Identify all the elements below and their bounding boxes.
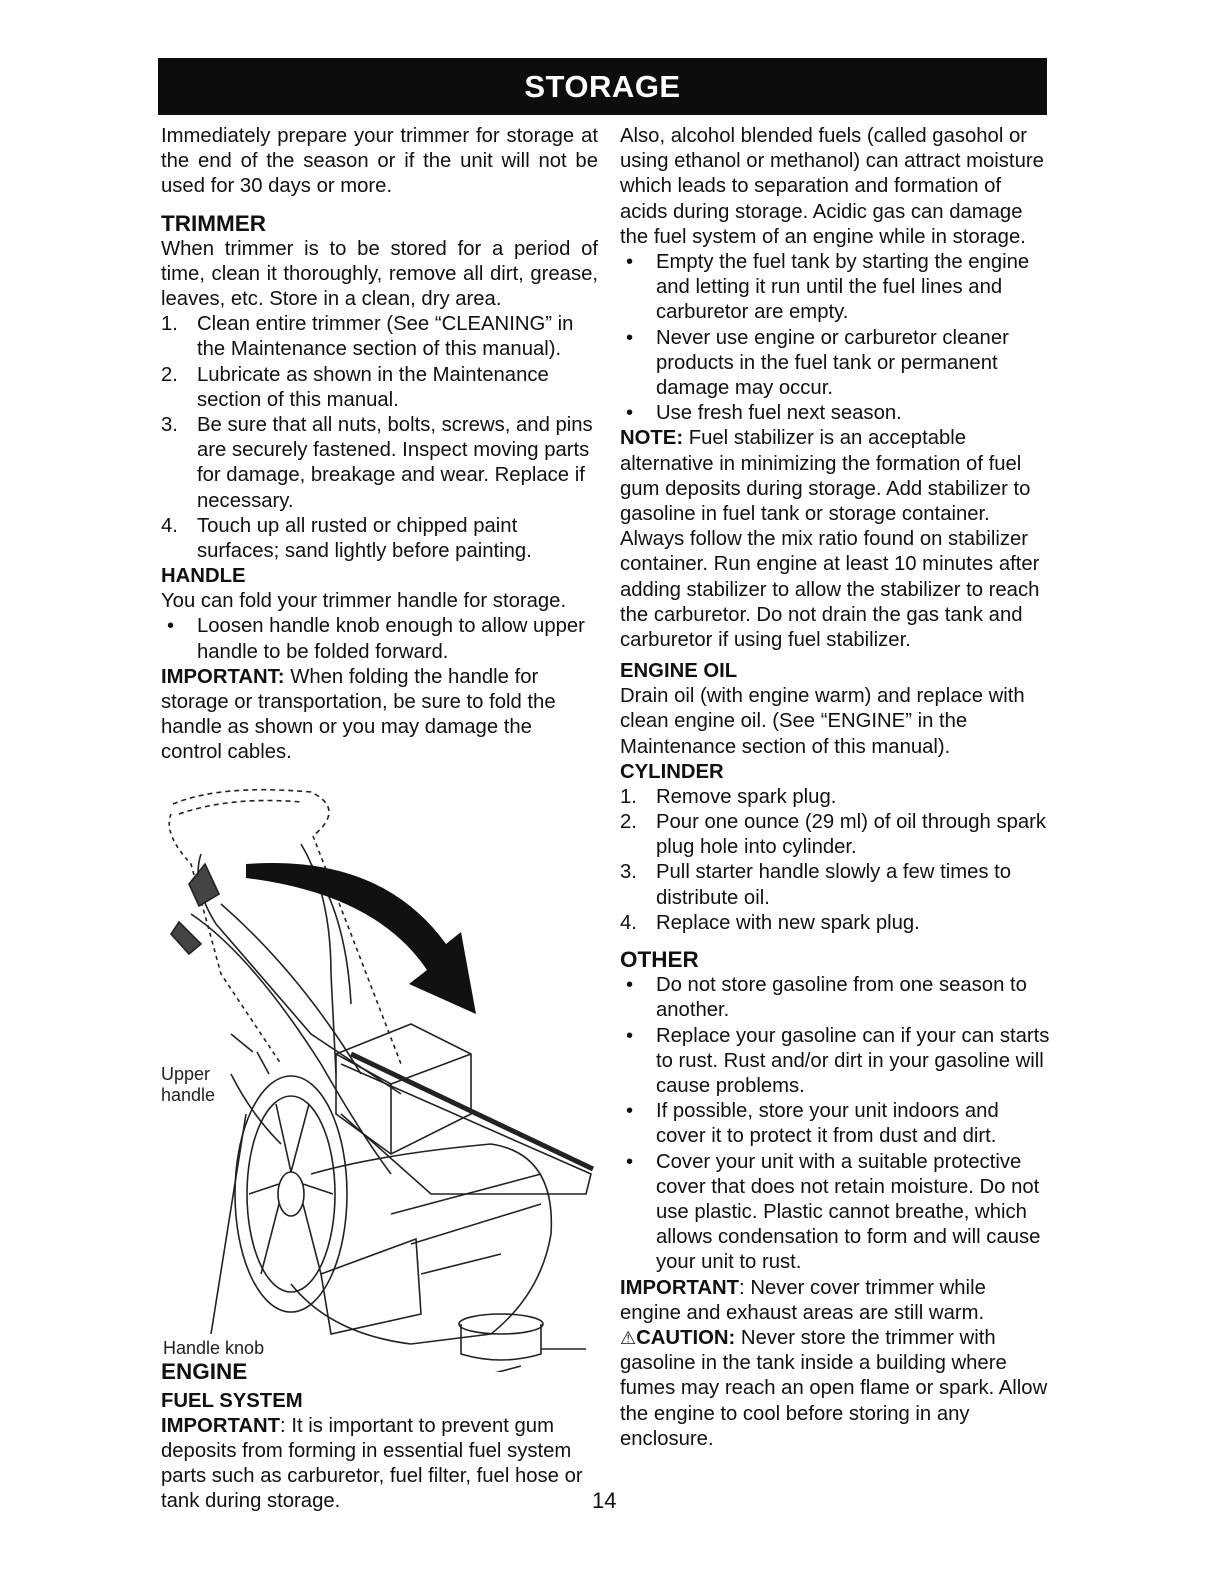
list-item <box>161 413 598 514</box>
list-item <box>161 514 598 564</box>
step-text: Replace with new spark plug. <box>656 911 920 934</box>
list-item <box>620 911 1050 936</box>
step-text: Touch up all rusted or chipped paint surfaces; sand lightly before painting. <box>197 514 532 563</box>
handle-bullets <box>161 614 598 664</box>
warning-triangle-icon: ⚠ <box>620 1327 637 1348</box>
cylinder-steps <box>620 785 1050 936</box>
handle-text: You can fold your trimmer handle for storage. <box>161 590 567 613</box>
step-number: 4. <box>620 911 637 934</box>
alcohol-fuel-text: Also, alcohol blended fuels (called gasohol or using ethanol or methanol) can attract moisture which leads to separation and formation of acids during storage. Acidic gas can damage the fuel system of an engine while in storage. <box>620 125 1044 248</box>
other-bullets <box>620 973 1050 1275</box>
step-number: 3. <box>161 414 178 437</box>
right-column <box>620 124 1050 1452</box>
important-label: IMPORTANT <box>620 1276 740 1299</box>
important-text: : Never cover trimmer while engine and exhaust areas are still warm. <box>620 1276 986 1324</box>
list-item <box>161 363 598 413</box>
list-item <box>161 312 598 362</box>
important-label: IMPORTANT <box>161 1414 281 1437</box>
step-text: Pour one ounce (29 ml) of oil through spark plug hole into cylinder. <box>656 811 1047 859</box>
intro-text: Immediately prepare your trimmer for storage at the end of the season or if the unit will not be used for 30 days or more. <box>161 125 598 198</box>
handle-knob-label: Handle knob <box>163 1337 265 1358</box>
engine-oil-heading: ENGINE OIL <box>620 660 738 683</box>
engine-oil-text: Drain oil (with engine warm) and replace with clean engine oil. (See “ENGINE” in the Maintenance section of this manual). <box>620 685 1025 758</box>
engine-heading: ENGINE <box>161 1358 248 1384</box>
fuel-system-heading: FUEL SYSTEM <box>161 1389 303 1412</box>
upper-handle-label: Upper handle <box>161 1063 216 1105</box>
important-label: IMPORTANT: <box>161 665 285 688</box>
caution-label: CAUTION: <box>636 1326 736 1349</box>
trimmer-figure <box>161 774 598 1372</box>
important-text: : It is important to prevent gum deposits from forming in essential fuel system parts such as carburetor, fuel filter, fuel hose or tank during storage. <box>161 1414 583 1513</box>
other-important <box>620 1276 1050 1326</box>
handle-heading: HANDLE <box>161 565 246 588</box>
caution-text: Never store the trimmer with gasoline in the tank inside a building where fumes may reach an open flame or spark. Allow the engine to cool before storing in any enclosure. <box>620 1326 1048 1450</box>
list-item <box>620 860 1050 910</box>
list-item <box>620 810 1050 860</box>
step-text: Be sure that all nuts, bolts, screws, and pins are securely fastened. Inspect moving parts for damage, breakage and wear. Replace if necessary. <box>197 414 593 512</box>
step-text: Pull starter handle slowly a few times to distribute oil. <box>656 861 1012 909</box>
list-item: • Loosen handle knob enough to allow upper handle to be folded forward. <box>161 614 598 664</box>
list-item: • Cover your unit with a suitable protective cover that does not retain moisture. Do not use plastic. Plastic cannot breathe, which allows condensation to form and will cause your unit to rust. <box>620 1150 1050 1276</box>
list-item <box>620 785 1050 810</box>
handle-important <box>161 665 598 766</box>
step-number: 2. <box>620 811 637 834</box>
step-number: 3. <box>620 861 637 884</box>
fuel-note <box>620 426 1050 653</box>
other-heading: OTHER <box>620 947 699 973</box>
fuel-bullets <box>620 250 1050 426</box>
list-item: • Replace your gasoline can if your can starts to rust. Rust and/or dirt in your gasoline will cause problems. <box>620 1024 1050 1100</box>
trimmer-heading: TRIMMER <box>161 210 266 236</box>
fuel-important <box>161 1414 598 1515</box>
caution-text-block <box>620 1326 1050 1452</box>
step-text: Remove spark plug. <box>656 785 837 808</box>
page-title: STORAGE <box>158 58 1047 115</box>
trimmer-steps <box>161 312 598 564</box>
step-text: Clean entire trimmer (See “CLEANING” in the Maintenance section of this manual). <box>197 313 574 361</box>
step-number: 1. <box>161 313 178 336</box>
fold-arrow-icon <box>246 863 476 1014</box>
page-number: 14 <box>592 1488 617 1513</box>
left-column <box>161 124 598 1514</box>
cylinder-heading: CYLINDER <box>620 760 724 783</box>
step-text: Lubricate as shown in the Maintenance section of this manual. <box>197 363 549 411</box>
step-number: 4. <box>161 514 178 537</box>
list-item: • If possible, store your unit indoors and cover it to protect it from dust and dirt. <box>620 1099 1050 1149</box>
list-item: • Do not store gasoline from one season to another. <box>620 973 1050 1023</box>
step-number: 1. <box>620 785 637 808</box>
list-item: • Never use engine or carburetor cleaner products in the fuel tank or permanent damage may occur. <box>620 326 1050 402</box>
note-label: NOTE: <box>620 427 684 450</box>
important-text: When folding the handle for storage or transportation, be sure to fold the handle as shown or you may damage the control cables. <box>161 665 556 764</box>
note-text: Fuel stabilizer is an acceptable alternative in minimizing the formation of fuel gum deposits during storage. Add stabilizer to gasoline in fuel tank or storage container. Always follow the mix ratio found on stabilizer container. Run engine at least 10 minutes after adding stabilizer to allow the stabilizer to reach the carburetor. Do not drain the gas tank and carburetor if using fuel stabilizer. <box>620 427 1040 652</box>
trimmer-text: When trimmer is to be stored for a period of time, clean it thoroughly, remove all dirt, grease, leaves, etc. Store in a clean, dry area. <box>161 237 598 311</box>
step-number: 2. <box>161 363 178 386</box>
list-item: • Use fresh fuel next season. <box>620 401 1050 426</box>
list-item: • Empty the fuel tank by starting the engine and letting it run until the fuel lines and carburetor are empty. <box>620 250 1050 326</box>
